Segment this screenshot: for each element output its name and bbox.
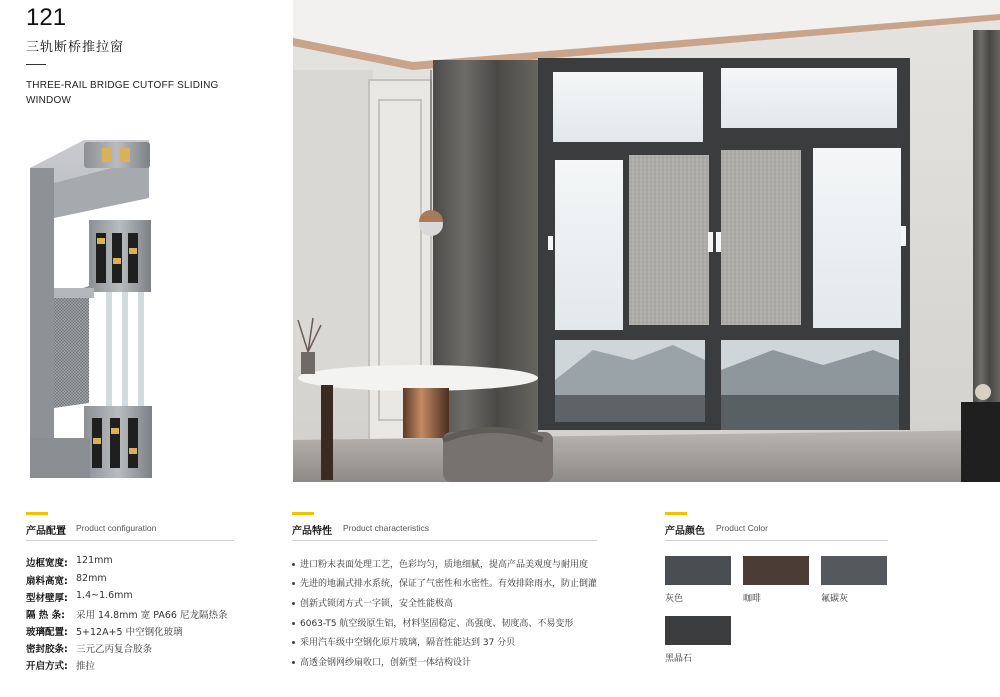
bullet-icon [292, 661, 295, 664]
bullet-icon [292, 602, 295, 605]
config-value: 推拉 [76, 661, 96, 672]
config-label: 玻璃配置: [26, 627, 68, 638]
feature-item [292, 596, 453, 609]
product-title-en-line1: THREE-RAIL BRIDGE CUTOFF SLIDING [26, 80, 219, 91]
colors-heading-en: Product Color [716, 523, 768, 533]
color-label: 灰色 [665, 594, 684, 604]
config-value: 5+12A+5 中空钢化玻璃 [76, 627, 183, 638]
config-value: 1.4~1.6mm [76, 590, 133, 601]
heading-accent-bar [26, 512, 48, 515]
bullet-icon [292, 582, 295, 585]
config-label: 扇料高宽: [26, 576, 68, 587]
room-window-photo [293, 0, 1000, 482]
configuration-heading-en: Product configuration [76, 523, 157, 533]
configuration-heading-cn: 产品配置 [26, 526, 66, 537]
feature-text: 进口粉末表面处理工艺，色彩均匀，质地细腻，提高产品美观度与耐用度 [300, 560, 589, 570]
heading-accent-bar [292, 512, 314, 515]
feature-text: 6063-T5 航空级原生铝，材料坚固稳定、高强度、韧度高、不易变形 [300, 619, 574, 629]
bullet-icon [292, 641, 295, 644]
feature-text: 采用汽车级中空钢化原片玻璃，隔音性能达到 37 分贝 [300, 638, 516, 648]
product-title-en-line2: WINDOW [26, 95, 72, 106]
color-label: 咖啡 [743, 594, 762, 604]
config-label: 边框宽度: [26, 558, 68, 569]
feature-item [292, 576, 597, 589]
color-swatch-fluorocarbon-gray[interactable] [821, 556, 887, 585]
heading-accent-bar [665, 512, 687, 515]
config-value: 121mm [76, 555, 113, 566]
config-label: 密封胶条: [26, 644, 68, 655]
product-title-en [26, 78, 226, 108]
colors-heading [665, 520, 888, 541]
feature-text: 先进的地漏式排水系统，保证了气密性和水密性。有效排除雨水，防止倒灌 [300, 579, 598, 589]
config-value: 采用 14.8mm 宽 PA66 尼龙隔热条 [76, 610, 228, 621]
color-label: 氟碳灰 [821, 594, 849, 604]
title-divider [26, 64, 46, 65]
characteristics-heading-cn: 产品特性 [292, 526, 332, 537]
feature-text: 创新式锁闭方式一字锁，安全性能极高 [300, 599, 454, 609]
color-swatch-coffee[interactable] [743, 556, 809, 585]
color-swatch-black-crystal[interactable] [665, 616, 731, 645]
config-value: 三元乙丙复合胶条 [76, 644, 153, 655]
color-label: 黑晶石 [665, 654, 693, 664]
colors-heading-cn: 产品颜色 [665, 526, 705, 537]
config-label: 开启方式: [26, 661, 68, 672]
feature-item [292, 655, 471, 668]
config-label: 型材壁厚: [26, 593, 68, 604]
config-label: 隔 热 条: [26, 610, 65, 621]
configuration-heading [26, 520, 234, 541]
feature-text: 高透金钢网纱扇收口，创新型一体结构设计 [300, 658, 472, 668]
feature-item [292, 557, 588, 570]
characteristics-heading [292, 520, 597, 541]
characteristics-heading-en: Product characteristics [343, 523, 429, 533]
bullet-icon [292, 563, 295, 566]
feature-item [292, 635, 515, 648]
color-swatch-gray[interactable] [665, 556, 731, 585]
model-number: 121 [26, 4, 67, 31]
config-value: 82mm [76, 573, 107, 584]
bullet-icon [292, 622, 295, 625]
feature-item [292, 616, 573, 629]
product-title-cn: 三轨断桥推拉窗 [26, 40, 125, 55]
profile-section-image [24, 138, 164, 483]
